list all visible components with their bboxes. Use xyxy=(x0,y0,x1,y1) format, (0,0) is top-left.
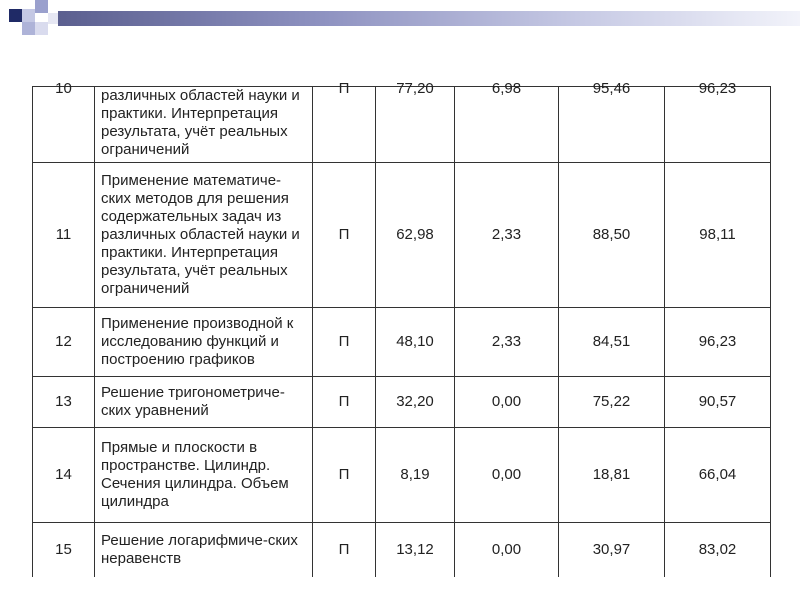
value-cell: 88,50 xyxy=(559,163,665,308)
table-row xyxy=(33,163,771,308)
decor-square xyxy=(35,22,48,35)
decor-square xyxy=(22,22,35,35)
results-table-container xyxy=(32,80,770,567)
task-number: 12 xyxy=(33,308,95,377)
value-cell: 90,57 xyxy=(665,377,771,428)
value-cell: 32,20 xyxy=(376,377,455,428)
value-cell: 0,00 xyxy=(455,377,559,428)
table-row xyxy=(33,523,771,578)
task-level: П xyxy=(313,523,376,578)
decor-square xyxy=(22,9,35,22)
task-level: П xyxy=(313,377,376,428)
task-topic: Прямые и плоскости в пространстве. Цилиндр. Сечения цилиндра. Объем цилиндра xyxy=(95,428,313,523)
value-cell: 75,22 xyxy=(559,377,665,428)
value-cell: 0,00 xyxy=(455,428,559,523)
task-number: 15 xyxy=(33,523,95,578)
value-cell: 98,11 xyxy=(665,163,771,308)
task-level: П xyxy=(313,428,376,523)
decor-square xyxy=(35,0,48,13)
table-row xyxy=(33,87,771,163)
value-cell: 2,33 xyxy=(455,308,559,377)
value-cell: 84,51 xyxy=(559,308,665,377)
value-cell: 0,00 xyxy=(455,523,559,578)
value-cell: 77,20 xyxy=(376,87,455,163)
value-cell: 96,23 xyxy=(665,308,771,377)
value-cell: 95,46 xyxy=(559,87,665,163)
value-cell: 66,04 xyxy=(665,428,771,523)
task-level: П xyxy=(313,87,376,163)
value-cell: 8,19 xyxy=(376,428,455,523)
task-topic: различных областей науки и практики. Интерпретация результата, учёт реальных ограничений xyxy=(95,87,313,163)
value-cell: 13,12 xyxy=(376,523,455,578)
task-topic: Решение тригонометриче-ских уравнений xyxy=(95,377,313,428)
table-row xyxy=(33,308,771,377)
value-cell: 83,02 xyxy=(665,523,771,578)
task-topic: Решение логарифмиче-ских неравенств xyxy=(95,523,313,578)
task-level: П xyxy=(313,163,376,308)
table-row xyxy=(33,377,771,428)
value-cell: 30,97 xyxy=(559,523,665,578)
task-number: 13 xyxy=(33,377,95,428)
task-number: 11 xyxy=(33,163,95,308)
value-cell: 62,98 xyxy=(376,163,455,308)
slide-header-decoration xyxy=(0,0,800,60)
value-cell: 96,23 xyxy=(665,87,771,163)
decor-square xyxy=(9,9,22,22)
value-cell: 2,33 xyxy=(455,163,559,308)
value-cell: 6,98 xyxy=(455,87,559,163)
task-number: 10 xyxy=(33,87,95,163)
results-table xyxy=(32,80,771,577)
task-level: П xyxy=(313,308,376,377)
task-topic: Применение производной к исследованию функций и построению графиков xyxy=(95,308,313,377)
table-row xyxy=(33,428,771,523)
value-cell: 18,81 xyxy=(559,428,665,523)
task-topic: Применение математиче-ских методов для решения содержательных задач из различных областей науки и практики. Интерпретация результата, учёт реальных ограничений xyxy=(95,163,313,308)
header-gradient-bar xyxy=(58,11,800,26)
value-cell: 48,10 xyxy=(376,308,455,377)
task-number: 14 xyxy=(33,428,95,523)
